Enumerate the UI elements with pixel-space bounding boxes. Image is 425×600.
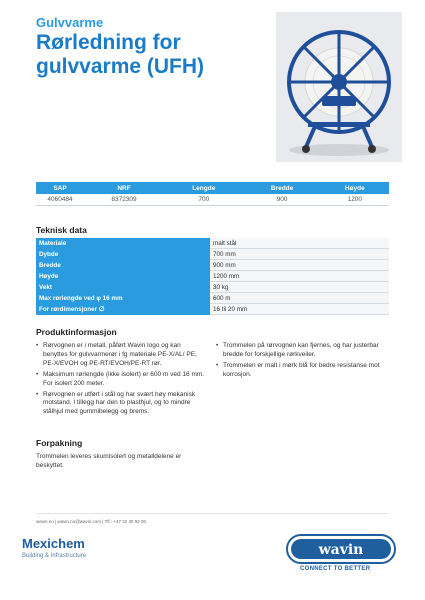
table-row xyxy=(36,249,389,260)
tech-value: 1200 mm xyxy=(210,271,389,282)
product-info-heading: Produktinformasjon xyxy=(36,327,117,337)
category-label: Gulvvarme xyxy=(36,15,104,30)
table-row xyxy=(36,238,389,249)
cell-lengde: 700 xyxy=(164,194,244,206)
header-bredde: Bredde xyxy=(244,182,321,194)
tech-label: Bredde xyxy=(36,260,210,271)
list-item: • Rørvognen er i metall, påført Wavin logo og kan benyttes for gulvvarmerør i fg materiale PE-X/AL/ PE, PE-X/EVOH og PE-RT/EVOH/PE-RT rør. xyxy=(36,342,206,369)
list-item: • Trommelen er malt i mørk blå for bedre resistanse mot korrosjon. xyxy=(216,362,386,380)
header-hoyde: Høyde xyxy=(321,182,389,194)
wavin-logo-text: wavin xyxy=(318,542,364,558)
cell-hoyde: 1200 xyxy=(321,194,389,206)
tech-label: For rørdimensjoner ∅ xyxy=(36,304,210,315)
tech-value: 30 kg xyxy=(210,282,389,293)
tech-label: Vekt xyxy=(36,282,210,293)
summary-header-row xyxy=(36,182,389,194)
mexichem-logo: Mexichem xyxy=(22,536,85,551)
wavin-tagline: CONNECT TO BETTER xyxy=(300,566,371,572)
tech-value: 16 til 20 mm xyxy=(210,304,389,315)
cell-bredde: 900 xyxy=(244,194,321,206)
product-photo xyxy=(276,12,402,162)
header-sap: SAP xyxy=(36,182,84,194)
wavin-logo xyxy=(286,534,396,564)
summary-data-row xyxy=(36,194,389,206)
header-lengde: Lengde xyxy=(164,182,244,194)
product-info-left-list xyxy=(36,342,206,419)
table-row xyxy=(36,271,389,282)
footer-divider xyxy=(36,513,389,514)
technical-data-table xyxy=(36,238,389,315)
header-nrf: NRF xyxy=(84,182,164,194)
list-item: • Rørvognen er utført i stål og har svært høy mekanisk motstand. I tillegg har den to plasthjul, og to mindre stålhjul med gummibelegg og brems. xyxy=(36,391,206,418)
technical-data-heading: Teknisk data xyxy=(36,225,87,235)
tech-label: Dybde xyxy=(36,249,210,260)
tech-value: 900 mm xyxy=(210,260,389,271)
tech-value: malt stål xyxy=(210,238,389,249)
cell-sap: 4060484 xyxy=(36,194,84,206)
packaging-text: Trommelen leveres skumisolert og metalldelene er beskyttet. xyxy=(36,453,182,469)
table-row xyxy=(36,282,389,293)
table-row xyxy=(36,293,389,304)
footer-contact: wavin.no | wavin.no@wavin.com | Tlf.: +47 22 30 92 00 xyxy=(36,519,147,524)
page-title: Rørledning for gulvvarme (UFH) xyxy=(36,31,205,78)
table-row xyxy=(36,304,389,315)
packaging-heading: Forpakning xyxy=(36,438,83,448)
mexichem-subtitle: Building & Infrastructure xyxy=(22,553,87,559)
tech-value: 700 mm xyxy=(210,249,389,260)
list-item: • Trommelen på rørvognen kan fjernes, og har justerbar bredde for forskjellige rørkveiler. xyxy=(216,342,386,360)
tech-label: Høyde xyxy=(36,271,210,282)
tech-label: Max rørlengde ved φ 16 mm xyxy=(36,293,210,304)
table-row xyxy=(36,260,389,271)
tech-value: 600 m xyxy=(210,293,389,304)
product-summary-table xyxy=(36,182,389,206)
cable-reel-drum-icon xyxy=(276,12,402,162)
tech-label: Materiale xyxy=(36,238,210,249)
cell-nrf: 8372309 xyxy=(84,194,164,206)
product-info-right-list xyxy=(216,342,386,382)
list-item: • Maksimum rørlengde (ikke isolert) er 600 m ved 16 mm. For isolert 200 meter. xyxy=(36,371,206,389)
